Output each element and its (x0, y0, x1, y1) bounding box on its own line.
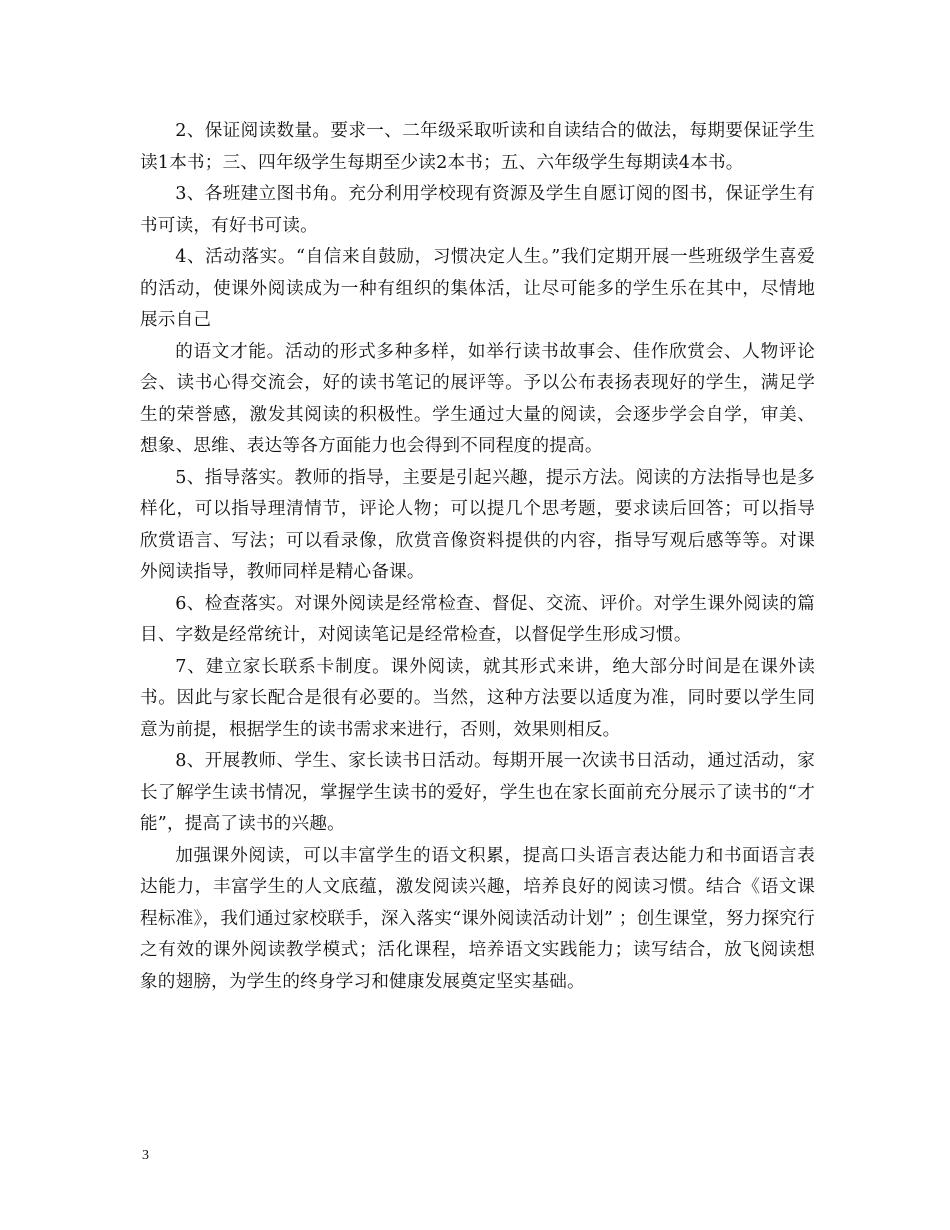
paragraph-guidance: 5、指导落实。教师的指导，主要是引起兴趣，提示方法。阅读的方法指导也是多样化，可以指导理清情节，评论人物；可以提几个思考题，要求读后回答；可以指导欣赏语言、写法；可以看录像，欣赏音像资料提供的内容，指导写观后感等等。对课外阅读指导，教师同样是精心备课。 (140, 467, 815, 582)
paragraph-book-corner: 3、各班建立图书角。充分利用学校现有资源及学生自愿订阅的图书，保证学生有书可读，有好书可读。 (140, 184, 815, 236)
paragraph-reading-quantity: 2、保证阅读数量。要求一、二年级采取听读和自读结合的做法，每期要保证学生读1本书；三、四年级学生每期至少读2本书；五、六年级学生每期读4本书。 (140, 121, 815, 173)
paragraph-conclusion: 加强课外阅读，可以丰富学生的语文积累，提高口头语言表达能力和书面语言表达能力，丰富学生的人文底蕴，激发阅读兴趣，培养良好的阅读习惯。结合《语文课程标准》，我们通过家校联手，深入落实“课外阅读活动计划” ；创生课堂，努力探究行之有效的课外阅读教学模式；活化课程，培养语文实践能力；读写结合，放飞阅读想象的翅膀，为学生的终身学习和健康发展奠定坚实基础。 (140, 845, 815, 992)
paragraph-reading-day: 8、开展教师、学生、家长读书日活动。每期开展一次读书日活动，通过活动，家长了解学生读书情况，掌握学生读书的爱好，学生也在家长面前充分展示了读书的“才能”，提高了读书的兴趣。 (140, 751, 815, 834)
paragraph-inspection: 6、检查落实。对课外阅读是经常检查、督促、交流、评价。对学生课外阅读的篇目、字数是经常统计，对阅读笔记是经常检查，以督促学生形成习惯。 (140, 593, 815, 645)
paragraph-parent-contact: 7、建立家长联系卡制度。课外阅读，就其形式来讲，绝大部分时间是在课外读书。因此与家长配合是很有必要的。当然，这种方法要以适度为准，同时要以学生同意为前提，根据学生的读书需求来进行，否则，效果则相反。 (140, 656, 815, 740)
page-number: 3 (142, 1148, 149, 1163)
body-text (140, 116, 815, 998)
paragraph-activities-continued: 的语文才能。活动的形式多种多样，如举行读书故事会、佳作欣赏会、人物评论会、读书心得交流会，好的读书笔记的展评等。予以公布表扬表现好的学生，满足学生的荣誉感，激发其阅读的积极性。学生通过大量的阅读，会逐步学会自学，审美、想象、思维、表达等各方面能力也会得到不同程度的提高。 (140, 341, 815, 456)
paragraph-activities: 4、活动落实。“自信来自鼓励，习惯决定人生。”我们定期开展一些班级学生喜爱的活动，使课外阅读成为一种有组织的集体活，让尽可能多的学生乐在其中，尽情地展示自己 (140, 247, 815, 330)
